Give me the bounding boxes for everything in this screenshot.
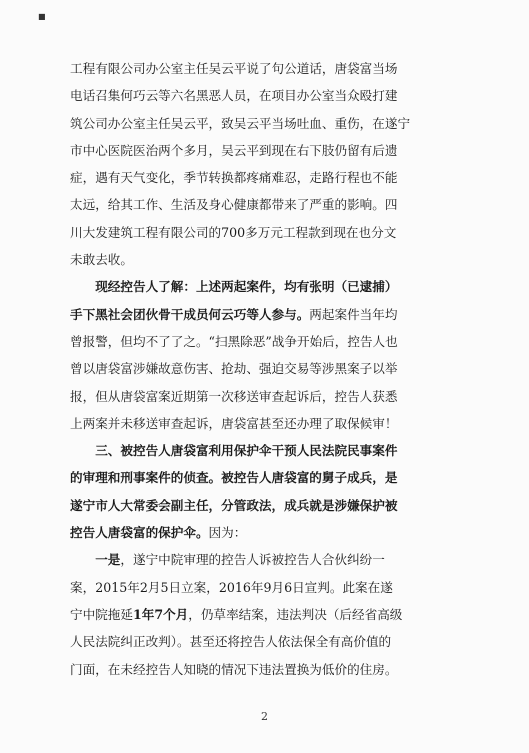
text-run: 太远，给其工作、生活及身心健康都带来了严重的影响。四 [70,197,398,213]
body-text [70,55,468,683]
page-number: 2 [261,710,268,723]
text-run: 宁中院拖延 [70,606,133,622]
text-line [70,355,468,382]
text-run: 门面，在未经控告人知晓的情况下违法置换为低价的住房。 [70,661,398,677]
text-run: 电话召集何巧云等六名黑恶人员，在项目办公室当众殴打建 [70,88,398,104]
text-line [70,437,468,464]
text-run: 报，但从唐袋富案近期第一次移送审查起诉后，控告人获悉 [70,388,398,404]
text-run: 案，2015年2月5日立案，2016年9月6日宣判。此案在遂 [70,579,393,595]
text-line [70,164,468,191]
text-line [70,82,468,109]
bold-text-run: 遂宁市人大常委会副主任，分管政法，成兵就是涉嫌保护被 [70,497,398,513]
text-line [70,628,468,655]
text-run: 市中心医院医治两个多月，吴云平到现在右下肢仍留有后遗 [70,142,398,158]
bold-text-run: 现经控告人了解：上述两起案件，均有张明（已逮捕） [95,279,398,295]
text-line [70,601,468,628]
text-line [70,191,468,218]
text-line [70,273,468,300]
text-line [70,410,468,437]
text-line [70,519,468,546]
text-line [70,137,468,164]
text-run: 症，遇有天气变化，季节转换都疼痛难忍，走路行程也不能 [70,170,398,186]
text-run [70,279,95,294]
text-line [70,301,468,328]
text-line [70,383,468,410]
text-run: 因为： [208,525,247,541]
bold-text-run: 手下黑社会团伙骨干成员何云巧等人参与。 [70,306,310,322]
text-line [70,328,468,355]
bold-text-run: 一是 [95,552,121,568]
text-run: 川大发建筑工程有限公司的700多万元工程款到现在也分文 [70,224,397,240]
text-line [70,464,468,491]
text-line [70,55,468,82]
text-run [70,552,95,567]
text-run: ，遂宁中院审理的控告人诉被控告人合伙纠纷一 [120,552,385,568]
text-line [70,246,468,273]
text-run [70,443,95,458]
text-run: ，仍草率结案，违法判决（后经省高级 [188,606,403,622]
bold-text-run: 1年7个月 [132,606,189,622]
text-line [70,492,468,519]
bold-text-run: 控告人唐袋富的保护伞。 [70,525,209,541]
text-run: 两起案件当年均 [309,306,398,322]
text-run: 筑公司办公室主任吴云平，致吴云平当场吐血、重伤，在遂宁 [70,115,411,131]
text-run: 曾以唐袋富涉嫌故意伤害、抢劫、强迫交易等涉黑案子以举 [70,361,398,377]
text-line [70,110,468,137]
text-run: 人民法院纠正改判）。甚至还将控告人依法保全有高价值的 [70,634,392,650]
text-line [70,656,468,683]
text-run: 工程有限公司办公室主任吴云平说了句公道话，唐袋富当场 [70,61,398,76]
text-run: 曾报警，但均不了了之。“扫黑除恶”战争开始后，控告人也 [70,333,398,349]
text-line [70,219,468,246]
text-run: 未敢去收。 [70,252,133,268]
text-run: 上两案并未移送审查起诉，唐袋富甚至还办理了取保候审！ [70,415,398,431]
corner-mark: ■ [38,12,46,21]
bold-text-run: 的审理和刑事案件的侦查。被控告人唐袋富的舅子成兵，是 [70,470,398,486]
text-line [70,546,468,573]
text-line [70,574,468,601]
bold-text-run: 三、被控告人唐袋富利用保护伞干预人民法院民事案件 [95,443,398,459]
